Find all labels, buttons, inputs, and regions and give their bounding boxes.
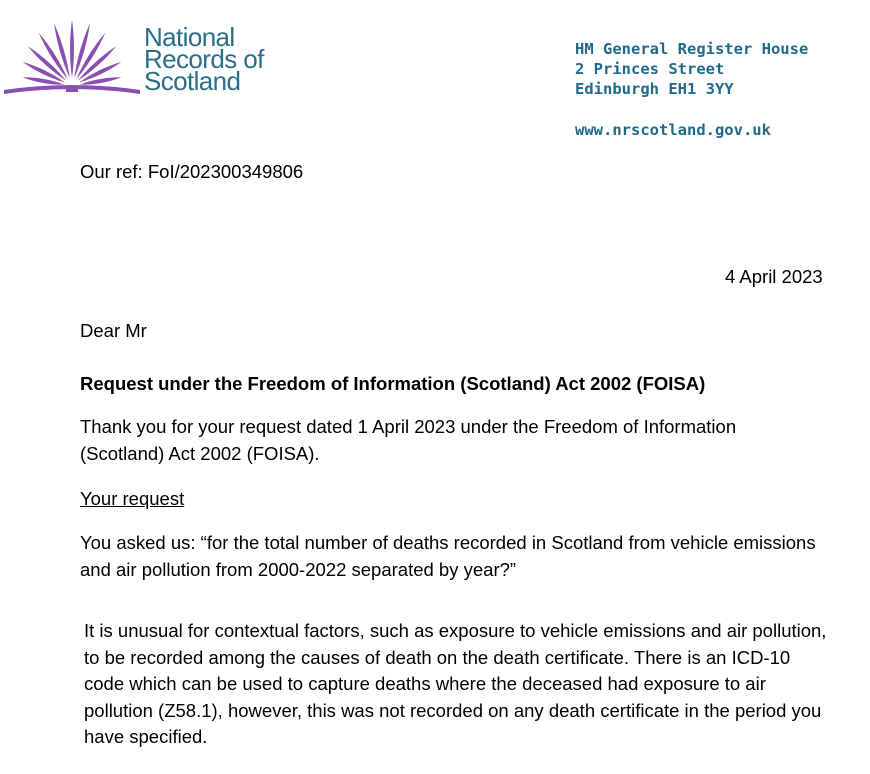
request-heading: Your request — [80, 488, 185, 509]
logo-wordmark — [144, 22, 264, 96]
logo-line-3: Scotland — [144, 66, 241, 96]
emblem-petal — [70, 20, 74, 78]
logo-line-2: Records of — [144, 44, 264, 74]
address-line-3: Edinburgh EH1 3YY — [575, 80, 734, 98]
logo-line-1: National — [144, 22, 235, 52]
address-line-2: 2 Princes Street — [575, 60, 725, 78]
nrs-logo-emblem-icon — [2, 18, 142, 98]
address-line-1: HM General Register House — [575, 40, 809, 58]
letter-date: 4 April 2023 — [725, 266, 823, 287]
response-paragraph: It is unusual for contextual factors, such as exposure to vehicle emissions and air pollution, to be recorded among the causes of death on the death certificate. There is an ICD-10 code which can be used to capture deaths where the deceased had exposure to air pollution (Z58.1), however, this was not recorded on any death certificate in the period you have specified. — [84, 620, 827, 747]
sender-address — [575, 39, 808, 99]
intro-paragraph: Thank you for your request dated 1 April 2023 under the Freedom of Information (Scotland) Act 2002 (FOISA). — [80, 416, 737, 464]
request-paragraph: You asked us: “for the total number of deaths recorded in Scotland from vehicle emissions and air pollution from 2000-2022 separated by year?” — [80, 532, 816, 580]
salutation: Dear Mr — [80, 320, 147, 341]
subject-line: Request under the Freedom of Information (Scotland) Act 2002 (FOISA) — [80, 373, 706, 394]
reference-number: Our ref: FoI/202300349806 — [80, 161, 304, 182]
website-url: www.nrscotland.gov.uk — [575, 121, 771, 139]
